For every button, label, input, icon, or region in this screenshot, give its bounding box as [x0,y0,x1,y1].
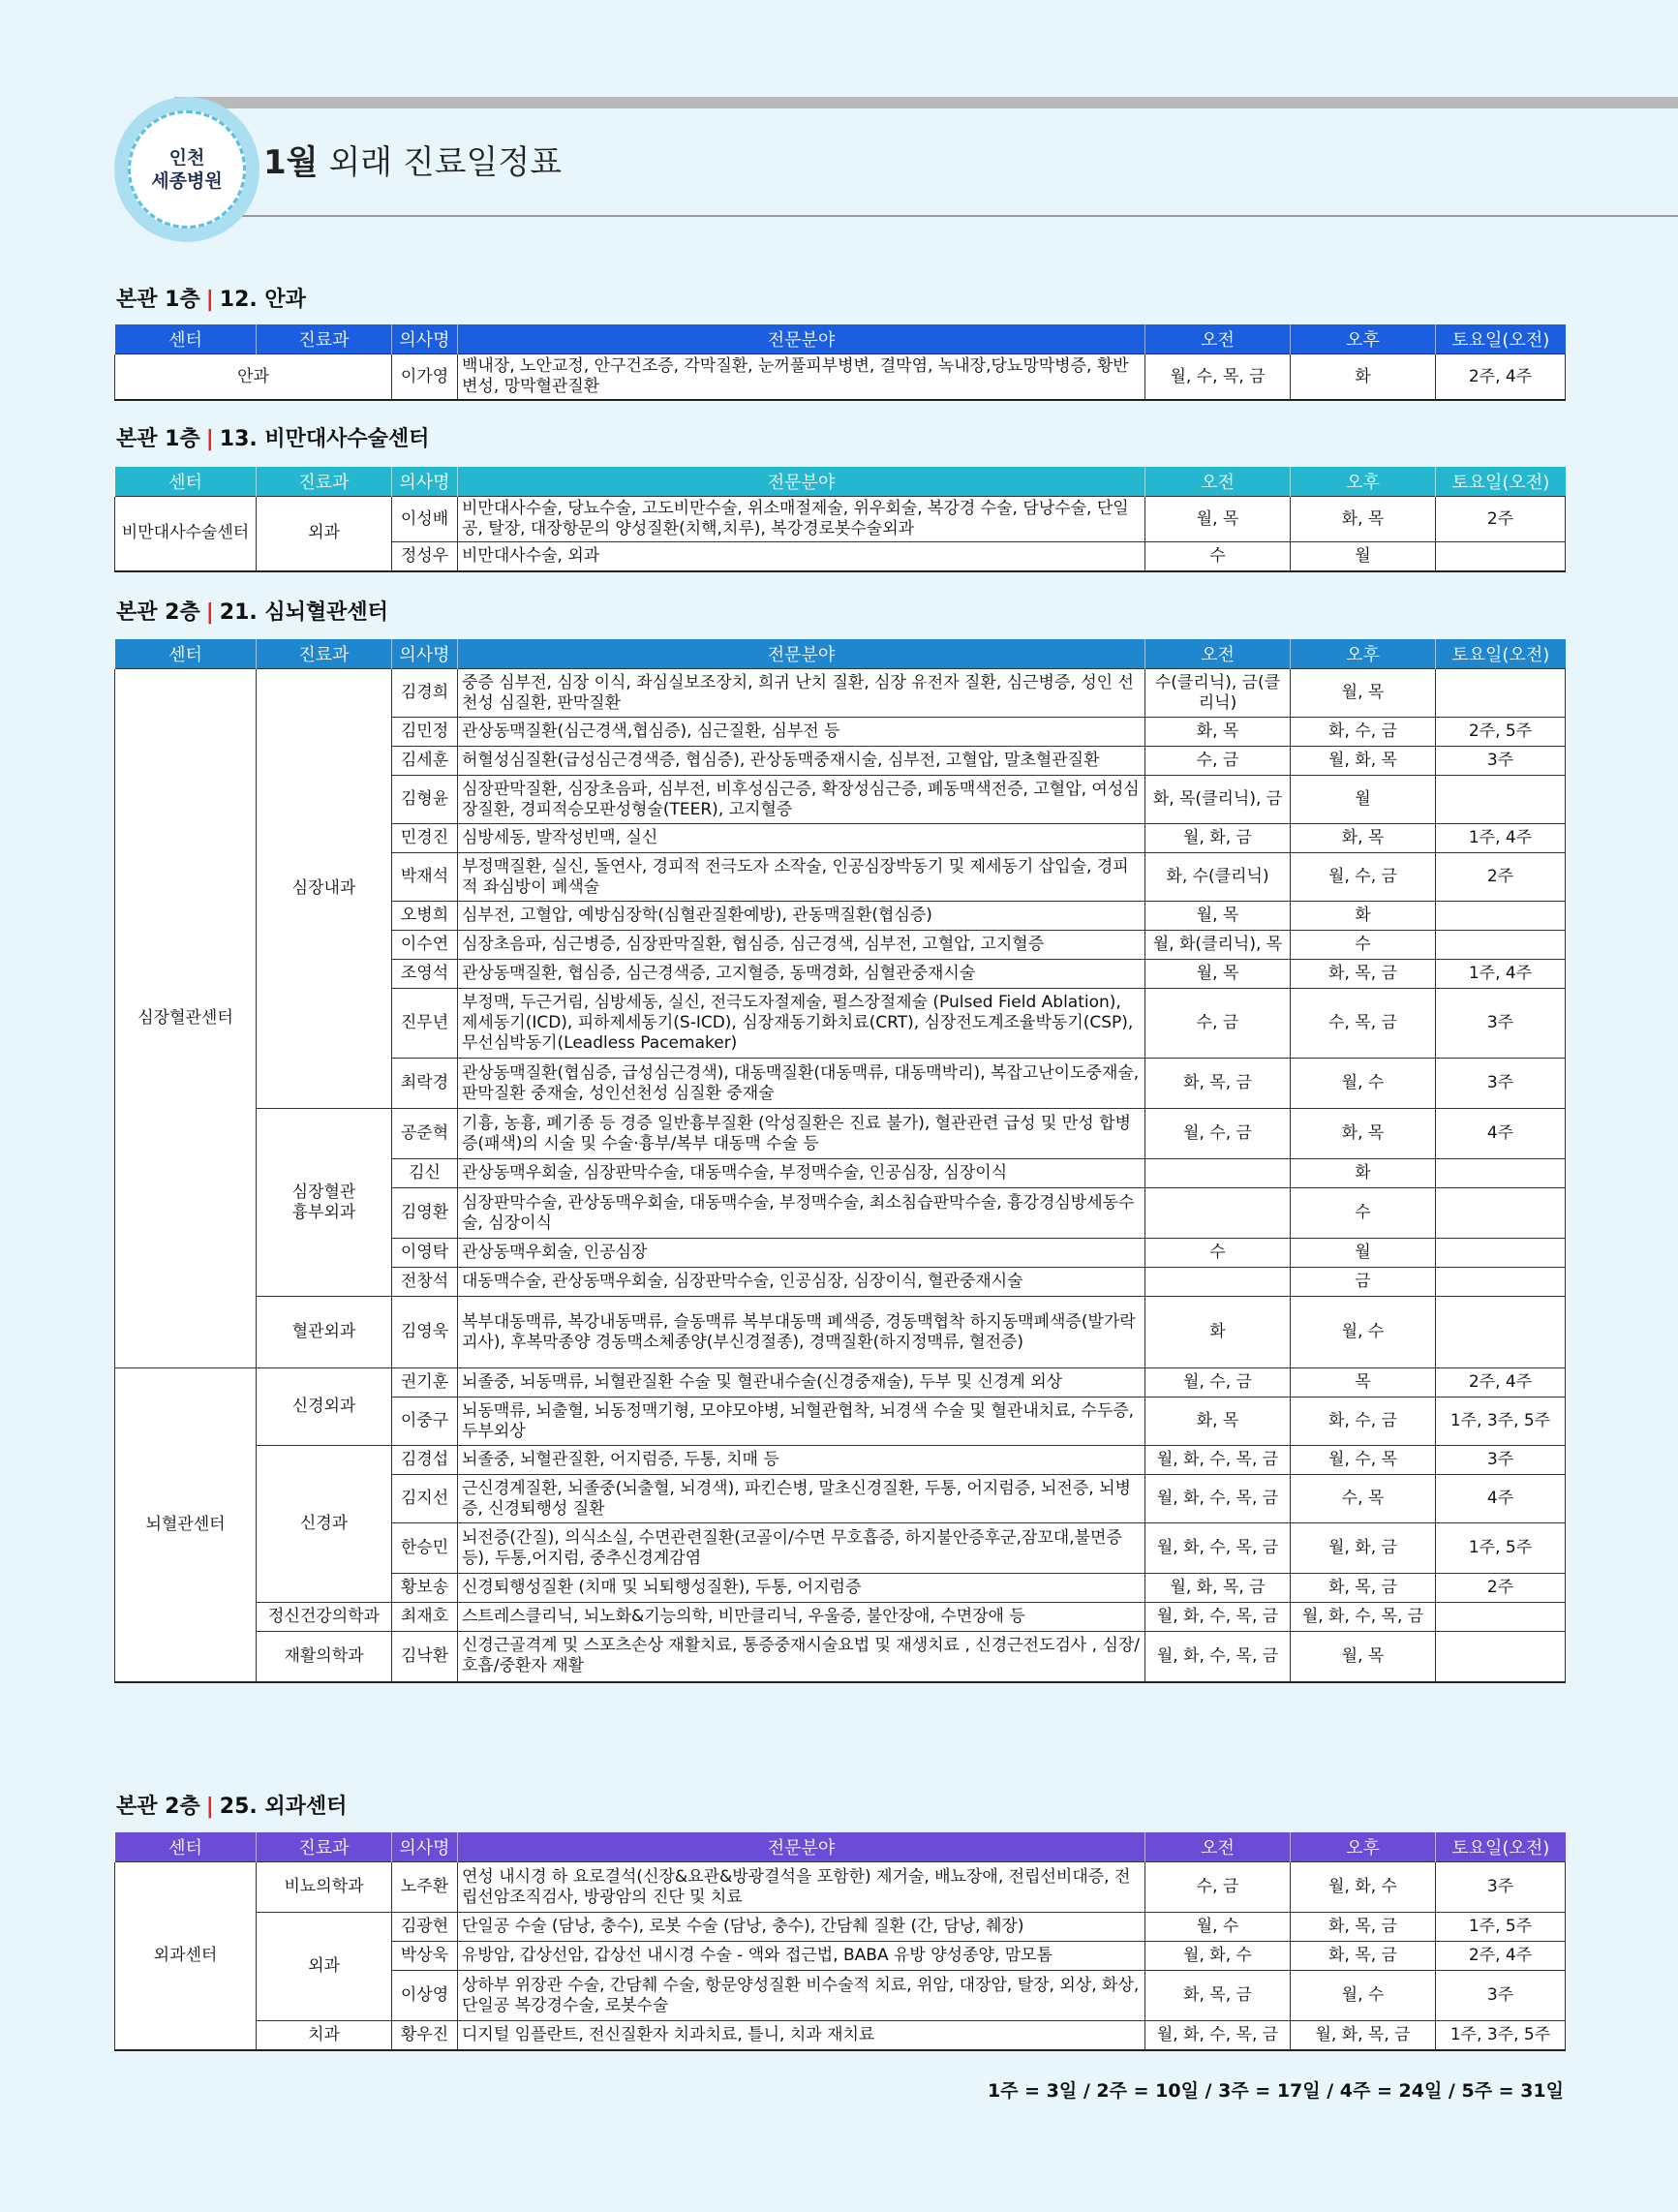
col-doctor: 의사명 [392,1832,458,1862]
specialty-cell: 중증 심부전, 심장 이식, 좌심실보조장치, 희귀 난치 질환, 심장 유전자 질환, 심근병증, 성인 선천성 심질환, 판막질환 [458,669,1145,718]
col-specialty: 전문분야 [458,324,1145,354]
am-cell: 월, 수, 목, 금 [1145,354,1291,401]
am-cell: 수 [1145,542,1291,571]
am-cell: 월, 화, 수 [1145,1942,1291,1971]
col-pm: 오후 [1291,1832,1436,1862]
page-title [263,136,562,183]
doctor-name: 오병희 [392,902,458,931]
dept-cell-neurology: 신경과 [257,1446,392,1603]
section-divider: | [205,600,214,625]
sat-cell [1436,902,1566,931]
table-row [115,1632,1566,1682]
table-row [115,1446,1566,1475]
doctor-name: 진무년 [392,989,458,1059]
header-rule [174,215,1678,217]
pm-cell: 월, 화, 금 [1291,1523,1436,1574]
sat-cell [1436,669,1566,718]
pm-cell: 수 [1291,931,1436,960]
doctor-name: 이수연 [392,931,458,960]
section-building: 본관 1층 [116,288,200,312]
table-row [115,2021,1566,2050]
col-doctor: 의사명 [392,467,458,497]
pm-cell: 월, 수, 금 [1291,853,1436,902]
doctor-name: 김신 [392,1159,458,1188]
am-cell: 월, 화, 금 [1145,824,1291,853]
am-cell: 월, 수 [1145,1913,1291,1942]
am-cell: 수, 금 [1145,747,1291,776]
sat-cell: 2주, 4주 [1436,1368,1566,1398]
specialty-cell: 뇌졸중, 뇌혈관질환, 어지럼증, 두통, 치매 등 [458,1446,1145,1475]
dept-cell-rehab: 재활의학과 [257,1632,392,1682]
specialty-cell: 연성 내시경 하 요로결석(신장&요관&방광결석을 포함한) 제거술, 배뇨장애, 전립선비대증, 전립선암조직검사, 방광암의 진단 및 치료 [458,1862,1145,1913]
col-saturday: 토요일(오전) [1436,639,1566,669]
table-row [115,1368,1566,1398]
dept-cell-surgery: 외과 [257,1913,392,2021]
doctor-name: 김광현 [392,1913,458,1942]
sat-cell: 4주 [1436,1109,1566,1159]
dept-cell-vascular: 혈관외과 [257,1297,392,1368]
pm-cell: 월 [1291,776,1436,824]
col-dept: 진료과 [257,324,392,354]
center-cell: 안과 [115,354,392,401]
col-am: 오전 [1145,639,1291,669]
doctor-name: 김형윤 [392,776,458,824]
dept-cell-thoracic: 심장혈관 흉부외과 [257,1109,392,1297]
pm-cell: 금 [1291,1268,1436,1297]
specialty-cell: 디지털 임플란트, 전신질환자 치과치료, 틀니, 치과 재치료 [458,2021,1145,2050]
am-cell: 월, 화, 수, 목, 금 [1145,1475,1291,1523]
doctor-name: 노주환 [392,1862,458,1913]
dept-cell-psychiatry: 정신건강의학과 [257,1603,392,1632]
specialty-cell: 심장초음파, 심근병증, 심장판막질환, 협심증, 심근경색, 심부전, 고혈압, 고지혈증 [458,931,1145,960]
am-cell: 월, 화, 수, 목, 금 [1145,1446,1291,1475]
col-am: 오전 [1145,1832,1291,1862]
col-center: 센터 [115,1832,257,1862]
sat-cell: 1주, 3주, 5주 [1436,2021,1566,2050]
col-am: 오전 [1145,467,1291,497]
pm-cell: 화, 목, 금 [1291,1942,1436,1971]
specialty-cell: 신경퇴행성질환 (치매 및 뇌퇴행성질환), 두통, 어지럼증 [458,1574,1145,1603]
doctor-name: 김영환 [392,1188,458,1239]
am-cell: 수(클리닉), 금(클리닉) [1145,669,1291,718]
doctor-name: 권기훈 [392,1368,458,1398]
pm-cell: 월, 목 [1291,1632,1436,1682]
am-cell: 월, 수, 금 [1145,1109,1291,1159]
am-cell: 화, 목(클리닉), 금 [1145,776,1291,824]
pm-cell: 월, 화, 목, 금 [1291,2021,1436,2050]
doctor-name: 김낙환 [392,1632,458,1682]
sat-cell: 2주, 4주 [1436,1942,1566,1971]
pm-cell: 화, 목, 금 [1291,1913,1436,1942]
am-cell: 화, 목 [1145,718,1291,747]
col-center: 센터 [115,639,257,669]
col-specialty: 전문분야 [458,467,1145,497]
pm-cell: 화, 목, 금 [1291,1574,1436,1603]
col-am: 오전 [1145,324,1291,354]
specialty-cell: 대동맥수술, 관상동맥우회술, 심장판막수술, 인공심장, 심장이식, 혈관중재시술 [458,1268,1145,1297]
schedule-table-obesity [114,467,1566,572]
doctor-name: 김경섭 [392,1446,458,1475]
table-row [115,1109,1566,1159]
am-cell: 월, 화(클리닉), 목 [1145,931,1291,960]
doctor-name: 최재호 [392,1603,458,1632]
specialty-cell: 근신경계질환, 뇌졸중(뇌출혈, 뇌경색), 파킨슨병, 말초신경질환, 두통, 어지럼증, 뇌전증, 뇌병증, 신경퇴행성 질환 [458,1475,1145,1523]
pm-cell: 월 [1291,542,1436,571]
am-cell: 월, 화, 수, 목, 금 [1145,1632,1291,1682]
doctor-name: 김지선 [392,1475,458,1523]
sat-cell: 3주 [1436,989,1566,1059]
col-center: 센터 [115,324,257,354]
pm-cell: 화, 수, 금 [1291,1398,1436,1446]
specialty-cell: 상하부 위장관 수술, 간담췌 수술, 항문양성질환 비수술적 치료, 위암, 대장암, 탈장, 외상, 화상, 단일공 복강경수술, 로봇수술 [458,1971,1145,2021]
dept-cell-neurosurgery: 신경외과 [257,1368,392,1446]
col-doctor: 의사명 [392,639,458,669]
page-title-month: 1월 [263,143,319,182]
section-divider: | [205,1795,214,1819]
center-cell: 비만대사수술센터 [115,497,257,571]
logo-line-2: 세종병원 [151,170,223,192]
pm-cell: 월 [1291,1239,1436,1268]
center-cell-brain: 뇌혈관센터 [115,1368,257,1682]
sat-cell: 1주, 4주 [1436,960,1566,989]
specialty-cell: 심장판막질환, 심장초음파, 심부전, 비후성심근증, 확장성심근증, 폐동맥색전증, 고혈압, 여성심장질환, 경피적승모판성형술(TEER), 고지혈증 [458,776,1145,824]
doctor-name: 이영탁 [392,1239,458,1268]
section-divider: | [205,288,214,312]
am-cell: 월, 수, 금 [1145,1368,1291,1398]
am-cell: 수, 금 [1145,1862,1291,1913]
page-title-text: 외래 진료일정표 [318,143,563,182]
week-legend-footnote: 1주 = 3일 / 2주 = 10일 / 3주 = 17일 / 4주 = 24일 / 5주 = 31일 [987,2080,1564,2102]
schedule-table-cardio-cerebro [114,639,1566,1683]
sat-cell: 1주, 5주 [1436,1523,1566,1574]
am-cell: 월, 목 [1145,497,1291,542]
table-row [115,1913,1566,1942]
sat-cell: 1주, 3주, 5주 [1436,1398,1566,1446]
doctor-name: 이중구 [392,1398,458,1446]
sat-cell [1436,1603,1566,1632]
dept-cell-urology: 비뇨의학과 [257,1862,392,1913]
pm-cell: 월, 화, 목 [1291,747,1436,776]
specialty-cell: 부정맥질환, 실신, 돌연사, 경피적 전극도자 소작술, 인공심장박동기 및 제세동기 삽입술, 경피적 좌심방이 폐색술 [458,853,1145,902]
am-cell: 월, 목 [1145,960,1291,989]
section-building: 본관 2층 [116,1795,200,1819]
schedule-table-surgery [114,1832,1566,2051]
dept-cell: 외과 [257,497,392,571]
specialty-cell: 심방세동, 발작성빈맥, 실신 [458,824,1145,853]
am-cell: 수 [1145,1239,1291,1268]
specialty-cell: 복부대동맥류, 복강내동맥류, 슬동맥류 복부대동맥 폐색증, 경동맥협착 하지동맥폐색증(발가락괴사), 후복막종양 경동맥소체종양(부신경절종), 경맥질환(하지정맥류, 혈전증) [458,1297,1145,1368]
pm-cell: 화 [1291,902,1436,931]
doctor-name: 박재석 [392,853,458,902]
doctor-name: 황보송 [392,1574,458,1603]
pm-cell: 월, 수 [1291,1971,1436,2021]
pm-cell: 화, 목, 금 [1291,960,1436,989]
specialty-cell: 심장판막수술, 관상동맥우회술, 대동맥수술, 부정맥수술, 최소침습판막수술, 흉강경심방세동수술, 심장이식 [458,1188,1145,1239]
doctor-name: 이상영 [392,1971,458,2021]
section-title-surgery [116,1790,347,1820]
col-saturday: 토요일(오전) [1436,324,1566,354]
top-gray-bar [174,97,1678,108]
sat-cell: 1주, 4주 [1436,824,1566,853]
doctor-name: 민경진 [392,824,458,853]
am-cell: 월, 목 [1145,902,1291,931]
sat-cell: 2주, 5주 [1436,718,1566,747]
doctor-name: 공준혁 [392,1109,458,1159]
hospital-logo-seal [114,97,259,242]
specialty-cell: 뇌전증(간질), 의식소실, 수면관련질환(코골이/수면 무호흡증, 하지불안증후군,잠꼬대,불면증 등), 두통,어지럼, 중추신경계감염 [458,1523,1145,1574]
specialty-cell: 신경근골격계 및 스포츠손상 재활치료, 통증중재시술요법 및 재생치료 , 신경근전도검사 , 심장/호흡/중환자 재활 [458,1632,1145,1682]
pm-cell: 월, 화, 수, 목, 금 [1291,1603,1436,1632]
specialty-cell: 관상동맥우회술, 심장판막수술, 대동맥수술, 부정맥수술, 인공심장, 심장이식 [458,1159,1145,1188]
center-cell: 외과센터 [115,1862,257,2050]
pm-cell: 월, 수, 목 [1291,1446,1436,1475]
am-cell: 화 [1145,1297,1291,1368]
am-cell: 화, 목, 금 [1145,1059,1291,1109]
specialty-cell: 관상동맥질환(협심증, 급성심근경색), 대동맥질환(대동맥류, 대동맥박리), 복잡고난이도중재술, 판막질환 중재술, 성인선천성 심질환 중재술 [458,1059,1145,1109]
pm-cell: 화 [1291,1159,1436,1188]
doctor-name: 한승민 [392,1523,458,1574]
doctor-name: 조영석 [392,960,458,989]
doctor-name: 박상욱 [392,1942,458,1971]
pm-cell: 화, 수, 금 [1291,718,1436,747]
specialty-cell: 뇌졸중, 뇌동맥류, 뇌혈관질환 수술 및 혈관내수술(신경중재술), 두부 및 신경계 외상 [458,1368,1145,1398]
sat-cell: 3주 [1436,1971,1566,2021]
logo-line-1: 인천 [168,147,205,169]
col-dept: 진료과 [257,1832,392,1862]
section-name: 21. 심뇌혈관센터 [219,600,388,625]
doctor-name: 김민정 [392,718,458,747]
sat-cell: 3주 [1436,747,1566,776]
col-pm: 오후 [1291,467,1436,497]
sat-cell [1436,1632,1566,1682]
am-cell: 월, 화, 수, 목, 금 [1145,2021,1291,2050]
specialty-cell: 백내장, 노안교정, 안구건조증, 각막질환, 눈꺼풀피부병변, 결막염, 녹내장,당뇨망막병증, 황반변성, 망막혈관질환 [458,354,1145,401]
sat-cell: 2주 [1436,497,1566,542]
doctor-name: 이성배 [392,497,458,542]
col-specialty: 전문분야 [458,639,1145,669]
pm-cell: 수, 목, 금 [1291,989,1436,1059]
col-center: 센터 [115,467,257,497]
specialty-cell: 단일공 수술 (담낭, 충수), 로봇 수술 (담낭, 충수), 간담췌 질환 (간, 담낭, 췌장) [458,1913,1145,1942]
section-name: 12. 안과 [219,288,306,312]
section-name: 13. 비만대사수술센터 [219,427,430,451]
sat-cell: 1주, 5주 [1436,1913,1566,1942]
specialty-cell: 유방암, 갑상선암, 갑상선 내시경 수술 - 액와 접근법, BABA 유방 양성종양, 맘모톰 [458,1942,1145,1971]
col-doctor: 의사명 [392,324,458,354]
section-building: 본관 2층 [116,600,200,625]
col-specialty: 전문분야 [458,1832,1145,1862]
am-cell: 월, 화, 수, 목, 금 [1145,1523,1291,1574]
sat-cell: 2주, 4주 [1436,354,1566,401]
doctor-name: 김경희 [392,669,458,718]
specialty-cell: 심부전, 고혈압, 예방심장학(심혈관질환예방), 관동맥질환(협심증) [458,902,1145,931]
table-row [115,497,1566,542]
am-cell [1145,1188,1291,1239]
sat-cell: 2주 [1436,1574,1566,1603]
table-row [115,1862,1566,1913]
pm-cell: 화, 목 [1291,1109,1436,1159]
section-building: 본관 1층 [116,427,200,451]
sat-cell: 3주 [1436,1059,1566,1109]
doctor-name: 전창석 [392,1268,458,1297]
am-cell: 수, 금 [1145,989,1291,1059]
doctor-name: 최락경 [392,1059,458,1109]
am-cell [1145,1268,1291,1297]
sat-cell: 3주 [1436,1862,1566,1913]
sat-cell [1436,776,1566,824]
pm-cell: 월, 목 [1291,669,1436,718]
dept-cell-dental: 치과 [257,2021,392,2050]
doctor-name: 정성우 [392,542,458,571]
specialty-cell: 비만대사수술, 당뇨수술, 고도비만수술, 위소매절제술, 위우회술, 복강경 수술, 담낭수술, 단일공, 탈장, 대장항문의 양성질환(치핵,치루), 복강경로봇수술외과 [458,497,1145,542]
specialty-cell: 부정맥, 두근거림, 심방세동, 실신, 전극도자절제술, 펄스장절제술 (Pulsed Field Ablation), 제세동기(ICD), 피하제세동기(S-ICD), 심장재동기화치료(CRT), 심장전도계조율박동기(CSP), 무선심박동기(Leadless Pacemaker) [458,989,1145,1059]
section-title-cardio-cerebro [116,596,388,626]
specialty-cell: 관상동맥질환(심근경색,협심증), 심근질환, 심부전 등 [458,718,1145,747]
table-row [115,1297,1566,1368]
doctor-name: 김영욱 [392,1297,458,1368]
am-cell [1145,1159,1291,1188]
sat-cell: 4주 [1436,1475,1566,1523]
pm-cell: 수, 목 [1291,1475,1436,1523]
col-dept: 진료과 [257,639,392,669]
specialty-cell: 관상동맥우회술, 인공심장 [458,1239,1145,1268]
doctor-name: 이가영 [392,354,458,401]
pm-cell: 월, 수 [1291,1297,1436,1368]
sat-cell [1436,1159,1566,1188]
col-pm: 오후 [1291,324,1436,354]
section-title-ophthalmology [116,283,306,313]
sat-cell [1436,542,1566,571]
table-row [115,354,1566,401]
sat-cell: 3주 [1436,1446,1566,1475]
doctor-name: 황우진 [392,2021,458,2050]
pm-cell: 화 [1291,354,1436,401]
am-cell: 월, 화, 목, 금 [1145,1574,1291,1603]
col-dept: 진료과 [257,467,392,497]
pm-cell: 화, 목 [1291,824,1436,853]
am-cell: 화, 목, 금 [1145,1971,1291,2021]
doctor-name: 김세훈 [392,747,458,776]
am-cell: 화, 수(클리닉) [1145,853,1291,902]
center-cell-heart: 심장혈관센터 [115,669,257,1368]
specialty-cell: 뇌동맥류, 뇌출혈, 뇌동정맥기형, 모야모야병, 뇌혈관협착, 뇌경색 수술 및 혈관내치료, 수두증, 두부외상 [458,1398,1145,1446]
dept-cell-cardiology: 심장내과 [257,669,392,1109]
specialty-cell: 스트레스클리닉, 뇌노화&기능의학, 비만클리닉, 우울증, 불안장애, 수면장애 등 [458,1603,1145,1632]
sat-cell: 2주 [1436,853,1566,902]
pm-cell: 수 [1291,1188,1436,1239]
section-name: 25. 외과센터 [219,1795,348,1819]
sat-cell [1436,1297,1566,1368]
specialty-cell: 비만대사수술, 외과 [458,542,1145,571]
table-row [115,669,1566,718]
specialty-cell: 허혈성심질환(급성심근경색증, 협심증), 관상동맥중재시술, 심부전, 고혈압, 말초혈관질환 [458,747,1145,776]
sat-cell [1436,1268,1566,1297]
table-row [115,1603,1566,1632]
col-saturday: 토요일(오전) [1436,1832,1566,1862]
specialty-cell: 관상동맥질환, 협심증, 심근경색증, 고지혈증, 동맥경화, 심혈관중재시술 [458,960,1145,989]
pm-cell: 화, 목 [1291,497,1436,542]
section-divider: | [205,427,214,451]
am-cell: 화, 목 [1145,1398,1291,1446]
sat-cell [1436,931,1566,960]
col-saturday: 토요일(오전) [1436,467,1566,497]
pm-cell: 월, 화, 수 [1291,1862,1436,1913]
col-pm: 오후 [1291,639,1436,669]
sat-cell [1436,1188,1566,1239]
pm-cell: 월, 수 [1291,1059,1436,1109]
section-title-obesity [116,422,429,452]
schedule-table-ophthalmology [114,324,1566,401]
specialty-cell: 기흉, 농흉, 폐기종 등 경증 일반흉부질환 (악성질환은 진료 불가), 혈관관련 급성 및 만성 합병증(패색)의 시술 및 수술·흉부/복부 대동맥 수술 등 [458,1109,1145,1159]
pm-cell: 목 [1291,1368,1436,1398]
am-cell: 월, 화, 수, 목, 금 [1145,1603,1291,1632]
sat-cell [1436,1239,1566,1268]
